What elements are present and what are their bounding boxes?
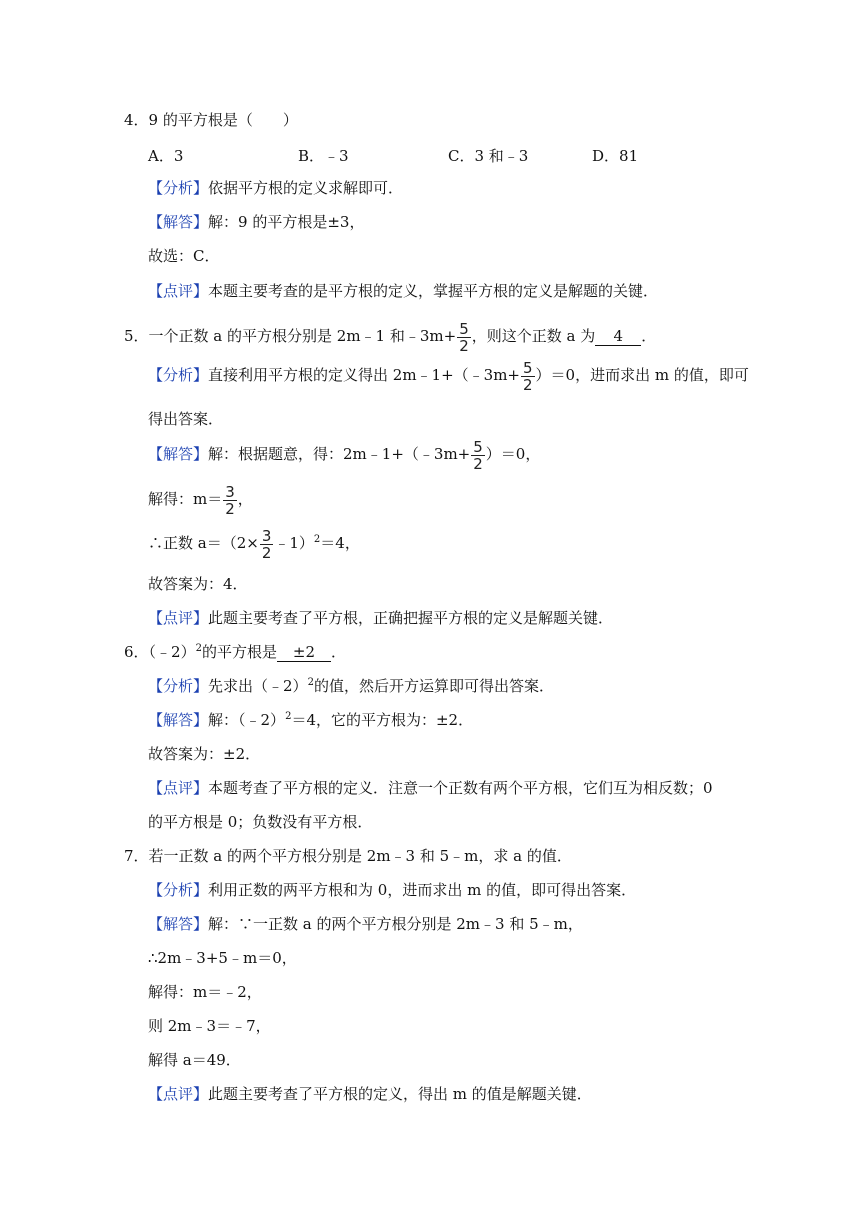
review-tag: 【点评】 <box>148 1085 209 1103</box>
q4-stem: 4．9 的平方根是（ ） <box>124 111 298 129</box>
q5-answer-blank: 4 <box>595 327 641 346</box>
q7-stem: 7．若一正数 a 的两个平方根分别是 2m﹣3 和 5﹣m，求 a 的值． <box>124 847 572 865</box>
q6-answer-blank: ±2 <box>277 643 331 662</box>
answer-post: ）＝0， <box>485 445 541 463</box>
answer-pre: 解：（﹣2） <box>208 711 286 729</box>
review-text: 本题主要考查的是平方根的定义，掌握平方根的定义是解题的关键． <box>208 282 659 300</box>
q7-answer <box>148 914 583 934</box>
q5-analysis <box>148 357 749 393</box>
q6-review-line2: 的平方根是 0；负数没有平方根． <box>148 813 373 831</box>
fraction-three-halves <box>223 482 237 518</box>
frac-den: 2 <box>225 499 235 518</box>
q5-stem <box>124 318 656 354</box>
q5-answer <box>148 436 540 472</box>
exponent: 2 <box>313 534 321 545</box>
analysis-pre: 先求出（﹣2） <box>208 677 308 695</box>
exponent: 2 <box>307 677 314 688</box>
fraction-five-halves <box>521 358 535 394</box>
answer-tag: 【解答】 <box>148 445 209 463</box>
analysis-tag: 【分析】 <box>148 366 209 384</box>
solve-pre: 解得：m＝ <box>148 490 223 508</box>
q5-final: 故答案为：4． <box>148 575 248 593</box>
q5-analysis-line2: 得出答案． <box>148 410 224 428</box>
review-text: 本题考查了平方根的定义．注意一个正数有两个平方根，它们互为相反数；0 <box>208 779 713 797</box>
fraction-five-halves <box>471 437 485 473</box>
q4-analysis <box>148 178 403 198</box>
analysis-tag: 【分析】 <box>148 179 209 197</box>
exponent: 2 <box>195 643 202 654</box>
calc-pre: ∴正数 a＝（2× <box>148 534 259 552</box>
q4-review <box>148 281 658 301</box>
analysis-post: 的值，然后开方运算即可得出答案． <box>313 677 554 695</box>
q7-analysis <box>148 880 636 900</box>
q5-calc <box>148 525 360 561</box>
q6-analysis <box>148 676 554 696</box>
q4-answer <box>148 212 364 232</box>
analysis-text: 依据平方根的定义求解即可． <box>208 179 404 197</box>
analysis-tag: 【分析】 <box>148 881 209 899</box>
q4-choice: 故选：C． <box>148 247 220 265</box>
q6-stem-pre: 6．（﹣2） <box>124 643 196 661</box>
frac-den: 2 <box>523 375 533 394</box>
answer-tag: 【解答】 <box>148 711 209 729</box>
fraction-three-halves <box>260 526 274 562</box>
q5-stem-pre: 5．一个正数 a 的平方根分别是 2m﹣1 和﹣3m+ <box>124 327 457 345</box>
frac-num: 5 <box>459 319 469 338</box>
analysis-post: ）＝0，进而求出 m 的值，即可 <box>535 366 749 384</box>
answer-post: ＝4，它的平方根为：±2． <box>291 711 474 729</box>
q7-step3: 则 2m﹣3＝﹣7， <box>148 1017 271 1035</box>
analysis-text: 利用正数的两平方根和为 0，进而求出 m 的值，即可得出答案． <box>208 881 637 899</box>
answer-text: 解：∵一正数 a 的两个平方根分别是 2m﹣3 和 5﹣m， <box>208 915 583 933</box>
solve-post: ， <box>237 490 253 508</box>
review-tag: 【点评】 <box>148 779 209 797</box>
q6-stem <box>124 642 346 662</box>
calc-post: ＝4， <box>320 534 360 552</box>
review-tag: 【点评】 <box>148 609 209 627</box>
frac-num: 3 <box>261 526 272 545</box>
answer-pre: 解：根据题意，得：2m﹣1+（﹣3m+ <box>208 445 471 463</box>
q7-step4: 解得 a＝49． <box>148 1051 241 1069</box>
q6-final: 故答案为：±2． <box>148 745 261 763</box>
frac-num: 5 <box>473 437 483 456</box>
analysis-tag: 【分析】 <box>148 677 209 695</box>
q6-review <box>148 778 713 798</box>
frac-num: 3 <box>225 482 235 501</box>
review-tag: 【点评】 <box>148 282 209 300</box>
answer-tag: 【解答】 <box>148 915 209 933</box>
q6-answer <box>148 710 473 730</box>
q4-option-c: C．3 和﹣3 <box>448 147 529 165</box>
q5-stem-post: ，则这个正数 a 为 <box>471 327 596 345</box>
frac-den: 2 <box>459 336 469 355</box>
q5-stem-end: ． <box>641 327 657 345</box>
q5-review <box>148 608 613 628</box>
frac-den: 2 <box>261 543 272 562</box>
q4-option-b: B．﹣3 <box>298 147 349 165</box>
q4-option-d: D．81 <box>592 147 639 165</box>
q7-step1: ∴2m﹣3+5﹣m＝0， <box>148 949 297 967</box>
answer-tag: 【解答】 <box>148 213 209 231</box>
q4-option-a: A．3 <box>148 147 184 165</box>
fraction-five-halves <box>457 319 471 355</box>
calc-mid: ﹣1） <box>274 534 314 552</box>
q7-step2: 解得：m＝﹣2， <box>148 983 262 1001</box>
exponent: 2 <box>285 711 292 722</box>
review-text: 此题主要考查了平方根的定义，得出 m 的值是解题关键． <box>208 1085 592 1103</box>
analysis-pre: 直接利用平方根的定义得出 2m﹣1+（﹣3m+ <box>208 366 520 384</box>
q6-stem-end: ． <box>330 643 346 661</box>
frac-num: 5 <box>523 358 533 377</box>
q5-solve <box>148 481 253 517</box>
answer-text: 解：9 的平方根是±3， <box>208 213 365 231</box>
q7-review <box>148 1084 592 1104</box>
q6-stem-mid: 的平方根是 <box>201 643 277 661</box>
frac-den: 2 <box>473 454 483 473</box>
review-text: 此题主要考查了平方根，正确把握平方根的定义是解题关键． <box>208 609 614 627</box>
